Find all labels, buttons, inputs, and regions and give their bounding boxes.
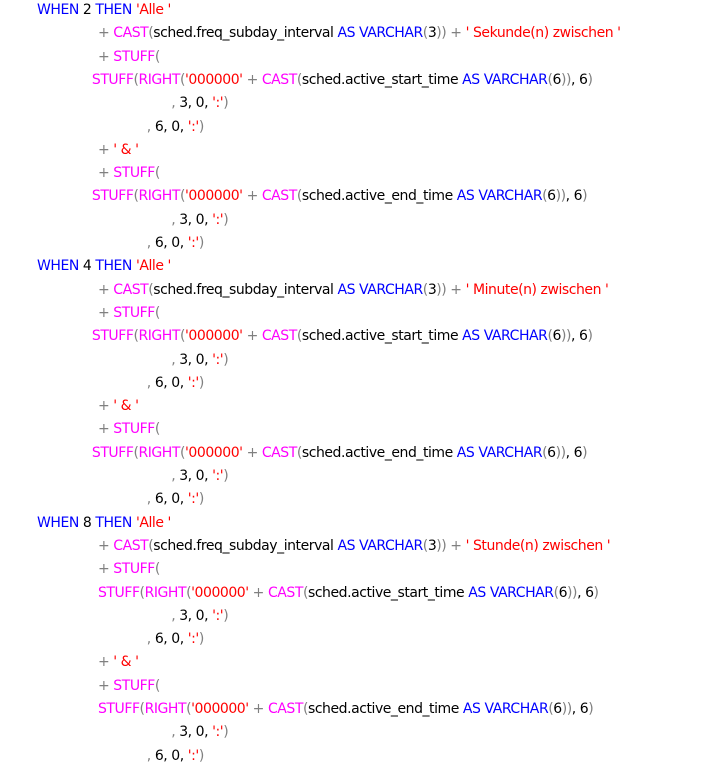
code-token: )) + — [436, 537, 466, 554]
code-token: '000000' — [185, 71, 243, 88]
code-token: + — [98, 537, 114, 554]
code-token: WHEN — [37, 258, 83, 275]
code-token: ' Stunde(n) zwischen ' — [465, 537, 611, 554]
code-token: ( — [154, 48, 160, 65]
code-token: 'Alle ' — [135, 2, 171, 18]
code-token: ' Sekunde(n) zwischen ' — [465, 25, 621, 42]
code-token: ) — [198, 631, 204, 648]
code-token: ( — [186, 584, 192, 601]
code-token: ( — [180, 71, 186, 88]
code-token: ( — [186, 701, 192, 717]
code-token: ( — [296, 444, 302, 461]
code-token: , 6 — [565, 188, 583, 205]
code-token: 6 — [553, 701, 562, 717]
code-token: AS — [468, 584, 490, 601]
code-token: RIGHT — [144, 584, 187, 601]
code-token: ( — [139, 701, 145, 717]
code-token: ( — [180, 188, 186, 205]
code-line — [171, 350, 228, 371]
code-token: ( — [296, 188, 302, 205]
code-token: ( — [154, 165, 160, 182]
code-token: ( — [180, 444, 186, 461]
code-token: )) — [560, 71, 571, 88]
code-line — [147, 233, 204, 254]
code-token: ) — [198, 374, 204, 391]
code-token: ( — [139, 584, 145, 601]
code-token: ( — [296, 71, 302, 88]
code-token: ( — [154, 304, 160, 321]
code-token: ) — [223, 211, 229, 228]
code-token: sched.active_start_time — [307, 584, 469, 601]
code-token: WHEN — [37, 514, 83, 531]
code-token: 6, 0, — [154, 491, 188, 508]
code-token: + — [98, 398, 114, 415]
code-token: ':' — [187, 374, 199, 391]
code-line — [147, 117, 204, 138]
code-token: THEN — [95, 258, 136, 275]
code-token: ( — [148, 537, 154, 554]
code-token: VARCHAR — [359, 281, 423, 298]
code-token: 8 — [82, 514, 96, 531]
code-token: ( — [542, 444, 548, 461]
code-token: AS — [456, 444, 479, 461]
code-token: CAST — [261, 188, 297, 205]
code-token: RIGHT — [138, 328, 180, 345]
code-token: 6 — [547, 188, 556, 205]
code-token: sched.freq_subday_interval — [153, 25, 338, 42]
code-token: ( — [553, 584, 559, 601]
code-token: CAST — [113, 281, 149, 298]
code-line — [98, 583, 599, 604]
code-token: + — [98, 421, 114, 438]
code-token: CAST — [113, 25, 149, 42]
code-token: AS — [456, 188, 479, 205]
code-token: + — [242, 328, 262, 345]
code-line — [147, 746, 204, 767]
code-token: 6, 0, — [154, 235, 188, 251]
code-token: , 6 — [571, 701, 589, 717]
code-token: ( — [547, 71, 553, 88]
code-line — [98, 699, 593, 720]
code-token: 3 — [427, 281, 437, 298]
code-token: sched.active_end_time — [301, 188, 457, 205]
code-token: STUFF — [113, 561, 155, 578]
code-token: 6 — [552, 71, 561, 88]
code-token: CAST — [267, 701, 303, 717]
code-token: ( — [302, 584, 308, 601]
code-token: + — [98, 677, 114, 694]
code-token: 3 — [427, 537, 437, 554]
code-token: AS — [462, 328, 484, 345]
code-token: RIGHT — [138, 444, 180, 461]
code-token: VARCHAR — [478, 188, 543, 205]
code-token: ':' — [212, 724, 224, 741]
code-token: ) — [198, 491, 204, 508]
code-line — [147, 373, 204, 394]
code-token: ( — [133, 188, 139, 205]
code-token: ) — [587, 71, 593, 88]
code-line — [37, 256, 171, 277]
code-line — [92, 70, 593, 91]
code-token: ) — [198, 118, 204, 135]
code-token: 6, 0, — [154, 631, 188, 648]
code-token: '000000' — [185, 188, 243, 205]
code-token: '000000' — [185, 328, 243, 345]
code-token: ( — [302, 701, 308, 717]
code-token: STUFF — [98, 584, 140, 601]
code-token: WHEN — [37, 2, 83, 18]
code-token: STUFF — [91, 71, 134, 88]
code-token: , — [171, 351, 180, 368]
code-token: 3 — [427, 25, 437, 42]
code-token: CAST — [261, 71, 297, 88]
code-token: STUFF — [113, 165, 155, 182]
code-token: sched.freq_subday_interval — [153, 537, 338, 554]
code-token: )) — [567, 584, 578, 601]
code-token: , — [146, 631, 155, 648]
code-token: 6, 0, — [154, 118, 188, 135]
code-token: THEN — [95, 514, 136, 531]
code-token: ( — [542, 188, 548, 205]
code-token: sched.active_start_time — [301, 71, 463, 88]
code-token: + — [98, 281, 114, 298]
code-token: ' & ' — [113, 141, 139, 158]
code-line — [171, 93, 228, 114]
code-token: AS — [462, 71, 484, 88]
code-token: , — [171, 724, 180, 741]
code-token: CAST — [267, 584, 303, 601]
code-token: ' & ' — [113, 398, 139, 415]
code-token: VARCHAR — [483, 71, 548, 88]
code-token: + — [98, 165, 114, 182]
code-line — [92, 326, 593, 347]
code-line — [147, 489, 204, 510]
code-token: 3, 0, — [179, 351, 213, 368]
code-token: AS — [337, 281, 360, 298]
code-token: ':' — [212, 351, 224, 368]
code-token: ' & ' — [113, 654, 139, 671]
code-token: ':' — [187, 235, 199, 251]
code-token: RIGHT — [138, 71, 180, 88]
code-token: + — [242, 444, 262, 461]
code-token: ':' — [212, 95, 224, 112]
code-token: 6 — [547, 444, 556, 461]
code-line — [92, 443, 587, 464]
code-token: ':' — [212, 607, 224, 624]
code-line — [92, 186, 587, 207]
code-token: '000000' — [191, 584, 249, 601]
code-line — [37, 513, 171, 534]
code-token: CAST — [261, 444, 297, 461]
code-token: ( — [133, 71, 139, 88]
code-token: VARCHAR — [478, 444, 543, 461]
code-token: STUFF — [91, 188, 134, 205]
code-line — [171, 210, 228, 231]
code-token: VARCHAR — [359, 537, 423, 554]
code-token: 'Alle ' — [135, 258, 171, 275]
code-token: ':' — [187, 491, 199, 508]
code-line — [98, 23, 621, 44]
code-token: , — [146, 235, 155, 251]
code-token: ':' — [187, 631, 199, 648]
code-token: sched.freq_subday_interval — [153, 281, 338, 298]
code-line — [98, 676, 160, 697]
code-line — [98, 163, 160, 184]
code-line — [98, 396, 139, 417]
code-token: RIGHT — [138, 188, 180, 205]
code-token: VARCHAR — [483, 328, 548, 345]
code-token: ( — [548, 701, 554, 717]
code-token: , — [171, 607, 180, 624]
code-token: ( — [148, 281, 154, 298]
code-token: STUFF — [113, 304, 155, 321]
code-token: ) — [198, 235, 204, 251]
code-token: + — [98, 654, 114, 671]
code-token: STUFF — [113, 677, 155, 694]
code-token: ( — [133, 328, 139, 345]
code-token: VARCHAR — [484, 701, 549, 717]
code-token: ' Minute(n) zwischen ' — [465, 281, 609, 298]
code-token: + — [98, 304, 114, 321]
code-token: , — [171, 211, 180, 228]
code-token: VARCHAR — [489, 584, 554, 601]
code-token: sched.active_end_time — [301, 444, 457, 461]
code-line — [98, 559, 160, 580]
code-token: 4 — [82, 258, 96, 275]
code-token: STUFF — [91, 328, 134, 345]
code-token: STUFF — [98, 701, 140, 717]
code-token: RIGHT — [144, 701, 187, 717]
code-token: VARCHAR — [359, 25, 423, 42]
code-token: THEN — [95, 2, 136, 18]
code-token: ( — [154, 561, 160, 578]
code-token: ) — [223, 468, 229, 484]
code-token: + — [98, 48, 114, 65]
code-token: ':' — [187, 118, 199, 135]
code-line — [98, 536, 610, 557]
code-token: , — [171, 468, 180, 484]
code-token: '000000' — [185, 444, 243, 461]
code-line — [171, 722, 228, 743]
code-line — [98, 140, 139, 161]
code-token: ( — [422, 281, 428, 298]
code-token: ( — [422, 537, 428, 554]
code-token: ( — [154, 677, 160, 694]
code-token: 'Alle ' — [135, 514, 171, 531]
code-token: )) + — [436, 25, 466, 42]
code-token: , 6 — [565, 444, 583, 461]
code-line — [37, 0, 171, 21]
code-token: ( — [154, 421, 160, 438]
code-token: + — [98, 141, 114, 158]
code-token: STUFF — [91, 444, 134, 461]
code-token: 6, 0, — [154, 374, 188, 391]
code-token: ) — [582, 188, 588, 205]
code-token: + — [248, 701, 268, 717]
code-token: , — [171, 95, 180, 112]
code-line — [98, 419, 160, 440]
code-token: AS — [337, 537, 360, 554]
code-token: + — [242, 188, 262, 205]
code-token: , 6 — [570, 71, 588, 88]
code-token: ':' — [212, 211, 224, 228]
code-token: ( — [148, 25, 154, 42]
code-line — [98, 280, 608, 301]
code-token: STUFF — [113, 48, 155, 65]
code-token: ':' — [187, 747, 199, 764]
code-token: ':' — [212, 468, 224, 484]
code-token: ( — [547, 328, 553, 345]
code-line — [98, 652, 139, 673]
code-line — [147, 629, 204, 650]
code-token: ) — [587, 328, 593, 345]
code-line — [98, 303, 160, 324]
code-token: 3, 0, — [179, 211, 213, 228]
code-token: 6 — [558, 584, 568, 601]
code-token: ) — [223, 351, 229, 368]
code-token: )) + — [436, 281, 466, 298]
code-token: sched.active_end_time — [307, 701, 463, 717]
code-token: ( — [296, 328, 302, 345]
code-token: )) — [561, 701, 572, 717]
code-token: + — [242, 71, 262, 88]
code-token: ( — [133, 444, 139, 461]
code-token: )) — [555, 188, 566, 205]
code-token: , — [146, 118, 155, 135]
code-token: sched.active_start_time — [301, 328, 463, 345]
code-line — [98, 47, 160, 68]
code-token: AS — [462, 701, 485, 717]
code-token: + — [248, 584, 268, 601]
code-token: ) — [582, 444, 588, 461]
code-token: 2 — [82, 2, 96, 18]
code-token: '000000' — [191, 701, 249, 717]
code-token: 3, 0, — [179, 95, 213, 112]
code-token: ) — [223, 607, 229, 624]
code-token: ) — [223, 95, 229, 112]
code-token: + — [98, 561, 114, 578]
code-token: ) — [588, 701, 594, 717]
code-token: CAST — [113, 537, 149, 554]
code-token: , — [146, 491, 155, 508]
code-token: )) — [560, 328, 571, 345]
code-token: , 6 — [570, 328, 588, 345]
code-token: 6, 0, — [154, 747, 188, 764]
code-token: AS — [337, 25, 360, 42]
code-line — [171, 606, 228, 627]
code-token: 3, 0, — [179, 724, 213, 741]
code-token: )) — [555, 444, 566, 461]
code-line — [171, 466, 228, 487]
code-token: 3, 0, — [179, 468, 213, 484]
code-token: ( — [180, 328, 186, 345]
code-token: ) — [593, 584, 599, 601]
code-token: , — [146, 374, 155, 391]
code-token: STUFF — [113, 421, 155, 438]
code-token: ( — [422, 25, 428, 42]
code-token: ) — [223, 724, 229, 741]
code-token: + — [98, 25, 114, 42]
code-token: , 6 — [577, 584, 594, 601]
code-token: CAST — [261, 328, 297, 345]
code-token: 6 — [552, 328, 561, 345]
code-token: 3, 0, — [179, 607, 213, 624]
code-token: ) — [198, 747, 204, 764]
code-token: , — [146, 747, 155, 764]
